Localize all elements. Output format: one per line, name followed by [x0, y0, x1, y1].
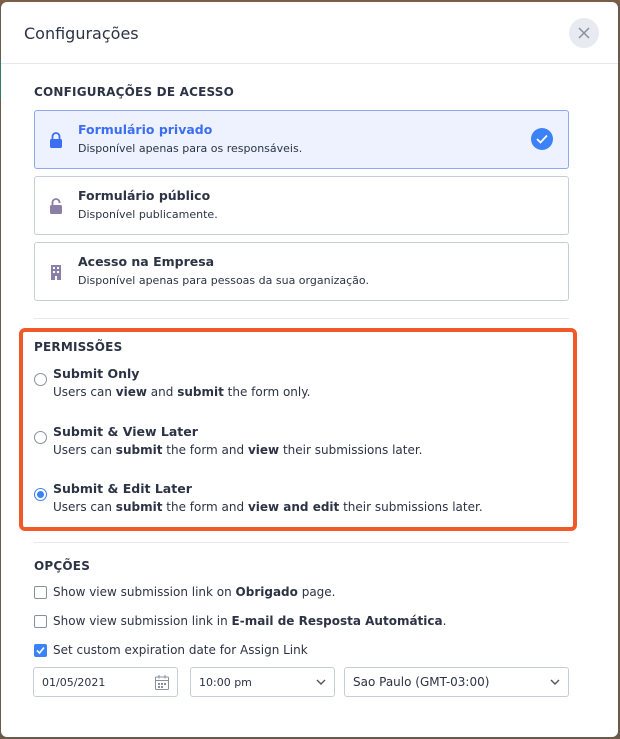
modal-title: Configurações: [24, 24, 139, 43]
building-icon: [49, 264, 63, 280]
options-section-title: OPÇÕES: [34, 559, 91, 573]
close-icon: [578, 27, 590, 39]
close-button[interactable]: [569, 18, 599, 48]
access-section-title: CONFIGURAÇÕES DE ACESSO: [34, 85, 235, 99]
option-label: Show view submission link in E-mail de Resposta Automática.: [53, 614, 447, 628]
selected-badge: [531, 128, 553, 150]
permission-submit-edit-later[interactable]: [34, 481, 574, 515]
lock-icon: [49, 132, 63, 148]
chevron-down-icon: [316, 675, 326, 689]
access-option-title: Formulário público: [78, 188, 211, 203]
access-option-private[interactable]: [34, 110, 569, 169]
radio-button[interactable]: [34, 373, 47, 386]
chevron-down-icon: [550, 675, 560, 689]
permission-desc: Users can view and submit the form only.: [53, 385, 311, 399]
time-value: 10:00 pm: [199, 676, 252, 689]
access-option-desc: Disponível apenas para pessoas da sua organização.: [78, 274, 369, 287]
option-expiration-date[interactable]: [34, 642, 434, 658]
permission-desc: Users can submit the form and view and edit their submissions later.: [53, 500, 483, 514]
access-option-public[interactable]: [34, 176, 569, 235]
option-email-link[interactable]: [34, 613, 447, 629]
access-option-title: Formulário privado: [78, 122, 213, 137]
option-label: Set custom expiration date for Assign Link: [53, 643, 308, 657]
timezone-value: Sao Paulo (GMT-03:00): [353, 675, 490, 689]
access-option-desc: Disponível publicamente.: [78, 208, 218, 221]
checkbox[interactable]: [34, 586, 47, 599]
permission-desc: Users can submit the form and view their submissions later.: [53, 443, 423, 457]
permission-title: Submit Only: [53, 366, 140, 381]
permission-submit-only[interactable]: [34, 366, 574, 400]
time-select[interactable]: [190, 667, 335, 697]
checkbox[interactable]: [34, 644, 47, 657]
radio-button[interactable]: [34, 488, 47, 501]
modal-header: [1, 2, 618, 64]
timezone-select[interactable]: [344, 667, 569, 697]
access-option-company[interactable]: [34, 242, 569, 301]
radio-button[interactable]: [34, 431, 47, 444]
divider: [34, 318, 569, 319]
check-icon: [536, 134, 548, 144]
settings-modal: [1, 2, 618, 737]
option-label: Show view submission link on Obrigado page.: [53, 585, 336, 599]
date-input[interactable]: [33, 667, 178, 697]
permission-title: Submit & View Later: [53, 424, 198, 439]
lock-icon: [49, 198, 63, 214]
access-option-title: Acesso na Empresa: [78, 254, 215, 269]
permission-submit-view-later[interactable]: [34, 424, 574, 458]
date-value: 01/05/2021: [42, 676, 106, 689]
permission-title: Submit & Edit Later: [53, 481, 192, 496]
divider: [34, 542, 569, 543]
calendar-icon[interactable]: [155, 675, 169, 690]
access-option-desc: Disponível apenas para os responsáveis.: [78, 142, 303, 155]
checkbox[interactable]: [34, 615, 47, 628]
check-icon: [35, 645, 46, 656]
permissions-section-title: PERMISSÕES: [34, 340, 123, 354]
option-thank-you-link[interactable]: [34, 584, 434, 600]
